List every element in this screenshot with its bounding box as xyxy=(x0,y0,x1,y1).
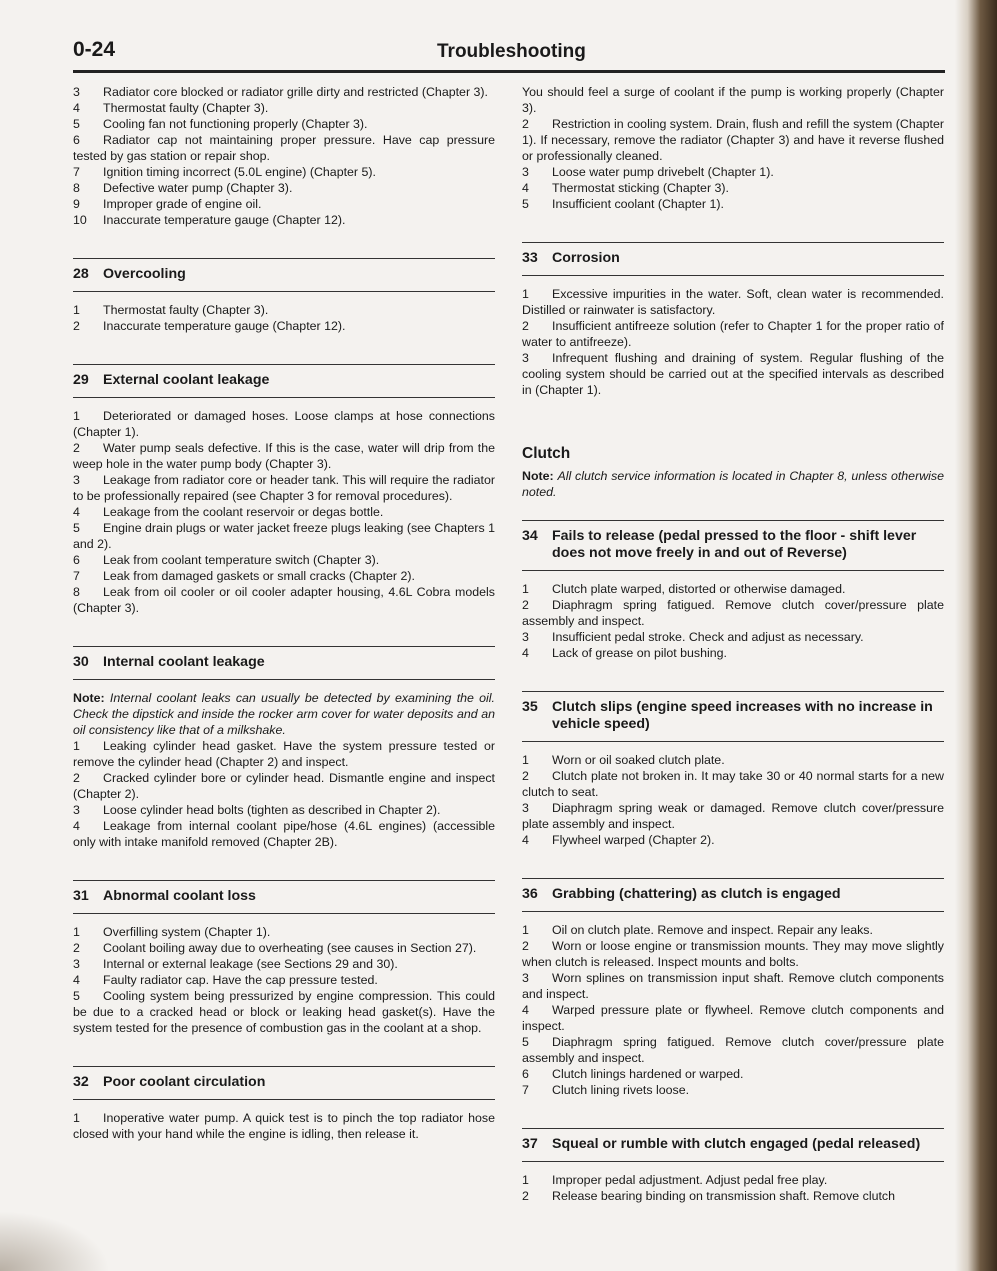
list-item xyxy=(522,970,944,1002)
item-number: 5 xyxy=(73,989,80,1003)
section-number: 35 xyxy=(522,699,538,715)
item-number: 7 xyxy=(73,165,80,179)
item-number: 3 xyxy=(73,473,80,487)
list-item xyxy=(522,581,944,597)
section-list xyxy=(73,302,495,334)
item-text: Release bearing binding on transmission shaft. Remove clutch xyxy=(552,1189,895,1203)
item-text: Radiator cap not maintaining proper pressure. Have cap pressure tested by gas station or repair shop. xyxy=(73,133,495,163)
item-text: Leak from damaged gaskets or small cracks (Chapter 2). xyxy=(103,569,415,583)
section-title: Fails to release (pedal pressed to the floor - shift lever does not move freely in and out of Reverse) xyxy=(552,528,917,561)
list-item xyxy=(73,802,495,818)
list-item xyxy=(522,1034,944,1066)
item-text: Leak from coolant temperature switch (Chapter 3). xyxy=(103,553,380,567)
section-title: Overcooling xyxy=(103,266,186,282)
item-number: 2 xyxy=(73,941,80,955)
list-item xyxy=(73,988,495,1036)
list-item xyxy=(522,938,944,970)
list-item xyxy=(73,302,495,318)
list-item xyxy=(73,504,495,520)
left-column xyxy=(73,84,495,1142)
note-label: Note: xyxy=(522,469,554,483)
item-number: 4 xyxy=(73,973,80,987)
list-item xyxy=(522,286,944,318)
item-text: Worn splines on transmission input shaft. Remove clutch components and inspect. xyxy=(522,971,944,1001)
item-text: Insufficient antifreeze solution (refer to Chapter 1 for the proper ratio of water to antifreeze). xyxy=(522,319,944,349)
item-number: 8 xyxy=(73,585,80,599)
section-28 xyxy=(73,258,495,334)
section-heading xyxy=(522,878,944,912)
item-text: Engine drain plugs or water jacket freeze plugs leaking (see Chapters 1 and 2). xyxy=(73,521,495,551)
left-top-list xyxy=(73,84,495,228)
list-item xyxy=(73,408,495,440)
item-text: Clutch plate warped, distorted or otherwise damaged. xyxy=(552,582,846,596)
list-item xyxy=(522,116,944,164)
section-37 xyxy=(522,1128,944,1204)
item-number: 8 xyxy=(73,181,80,195)
item-text: Improper grade of engine oil. xyxy=(103,197,262,211)
item-text: Clutch linings hardened or warped. xyxy=(552,1067,744,1081)
item-text: Radiator core blocked or radiator grille dirty and restricted (Chapter 3). xyxy=(103,85,488,99)
item-number: 6 xyxy=(73,553,80,567)
list-item xyxy=(73,84,495,100)
list-item xyxy=(73,552,495,568)
list-item xyxy=(73,472,495,504)
item-text: Loose cylinder head bolts (tighten as described in Chapter 2). xyxy=(103,803,441,817)
item-number: 6 xyxy=(73,133,80,147)
header-rule xyxy=(73,70,945,73)
item-number: 5 xyxy=(522,1035,529,1049)
item-number: 3 xyxy=(73,803,80,817)
section-heading xyxy=(522,691,944,742)
page-number: 0-24 xyxy=(73,38,116,61)
item-number: 4 xyxy=(73,505,80,519)
item-number: 5 xyxy=(73,521,80,535)
item-number: 3 xyxy=(522,630,529,644)
section-list xyxy=(73,1110,495,1142)
item-number: 4 xyxy=(73,819,80,833)
item-text: Deteriorated or damaged hoses. Loose clamps at hose connections (Chapter 1). xyxy=(73,409,495,439)
item-number: 3 xyxy=(522,165,529,179)
right-top-list xyxy=(522,116,944,212)
section-title: Corrosion xyxy=(552,250,620,266)
item-number: 3 xyxy=(522,971,529,985)
item-number: 1 xyxy=(73,409,80,423)
item-text: Thermostat faulty (Chapter 3). xyxy=(103,303,269,317)
list-item xyxy=(73,440,495,472)
item-number: 2 xyxy=(522,939,529,953)
item-text: Warped pressure plate or flywheel. Remove clutch components and inspect. xyxy=(522,1003,944,1033)
list-item xyxy=(73,584,495,616)
section-number: 32 xyxy=(73,1074,89,1090)
section-heading xyxy=(73,646,495,680)
list-item xyxy=(73,196,495,212)
list-item xyxy=(522,645,944,661)
item-text: Water pump seals defective. If this is the case, water will drip from the weep hole in the water pump body (Chapter 3). xyxy=(73,441,495,471)
section-34 xyxy=(522,520,944,661)
section-heading xyxy=(522,242,944,276)
list-item xyxy=(522,922,944,938)
item-number: 10 xyxy=(73,213,87,227)
section-title: Grabbing (chattering) as clutch is engaged xyxy=(552,886,841,902)
note-label: Note: xyxy=(73,691,105,705)
section-list xyxy=(73,738,495,850)
item-number: 4 xyxy=(73,101,80,115)
corner-shadow xyxy=(0,1211,110,1271)
item-text: Inaccurate temperature gauge (Chapter 12). xyxy=(103,213,346,227)
item-text: Cooling system being pressurized by engine compression. This could be due to a cracked head or block or leaking head gasket(s). Have the system tested for the presence of combustion gas in the coolant at a shop. xyxy=(73,989,495,1035)
item-number: 2 xyxy=(522,117,529,131)
list-item xyxy=(73,318,495,334)
item-number: 2 xyxy=(73,441,80,455)
item-number: 5 xyxy=(522,197,529,211)
item-number: 1 xyxy=(522,753,529,767)
page-header xyxy=(73,38,945,70)
section-heading xyxy=(522,520,944,571)
item-number: 3 xyxy=(522,801,529,815)
item-number: 6 xyxy=(522,1067,529,1081)
section-list xyxy=(522,1172,944,1204)
list-item xyxy=(73,132,495,164)
section-list xyxy=(522,581,944,661)
scan-edge-shadow xyxy=(955,0,997,1271)
list-item xyxy=(522,350,944,398)
item-text: Oil on clutch plate. Remove and inspect. Repair any leaks. xyxy=(552,923,873,937)
item-number: 2 xyxy=(522,769,529,783)
section-heading xyxy=(73,1066,495,1100)
section-heading xyxy=(73,364,495,398)
list-item xyxy=(522,164,944,180)
item-text: Worn or loose engine or transmission mounts. They may move slightly when clutch is released. Inspect mounts and bolts. xyxy=(522,939,944,969)
section-list xyxy=(522,922,944,1098)
item-text: Leakage from radiator core or header tank. This will require the radiator to be professionally repaired (see Chapter 3 for removal procedures). xyxy=(73,473,495,503)
item-text: Thermostat sticking (Chapter 3). xyxy=(552,181,729,195)
item-text: Diaphragm spring fatigued. Remove clutch cover/pressure plate assembly and inspect. xyxy=(522,598,944,628)
item-text: Insufficient coolant (Chapter 1). xyxy=(552,197,724,211)
item-text: Improper pedal adjustment. Adjust pedal free play. xyxy=(552,1173,828,1187)
section-30 xyxy=(73,646,495,850)
list-item xyxy=(522,752,944,768)
section-number: 28 xyxy=(73,266,89,282)
item-text: Restriction in cooling system. Drain, flush and refill the system (Chapter 1). If necessary, remove the radiator (Chapter 3) and have it reverse flushed or professionally cleaned. xyxy=(522,117,944,163)
item-text: Lack of grease on pilot bushing. xyxy=(552,646,727,660)
note xyxy=(73,690,495,738)
item-number: 1 xyxy=(522,923,529,937)
item-number: 3 xyxy=(73,957,80,971)
list-item xyxy=(522,180,944,196)
item-text: Defective water pump (Chapter 3). xyxy=(103,181,293,195)
item-number: 1 xyxy=(73,303,80,317)
section-title: Poor coolant circulation xyxy=(103,1074,266,1090)
section-heading xyxy=(522,1128,944,1162)
section-33 xyxy=(522,242,944,398)
section-heading xyxy=(73,880,495,914)
item-text: Inaccurate temperature gauge (Chapter 12). xyxy=(103,319,346,333)
item-text: Thermostat faulty (Chapter 3). xyxy=(103,101,269,115)
item-number: 4 xyxy=(522,833,529,847)
item-text: Leakage from the coolant reservoir or degas bottle. xyxy=(103,505,384,519)
note-text: Internal coolant leaks can usually be detected by examining the oil. Check the dipstick and inside the rocker arm cover for water deposits and an oil consistency like that of a milkshake. xyxy=(73,691,495,737)
page-title: Troubleshooting xyxy=(437,41,586,62)
list-item xyxy=(73,180,495,196)
list-item xyxy=(73,212,495,228)
item-text: Coolant boiling away due to overheating (see causes in Section 27). xyxy=(103,941,477,955)
item-text: Faulty radiator cap. Have the cap pressure tested. xyxy=(103,973,378,987)
item-number: 1 xyxy=(522,287,529,301)
chapter-heading: Clutch xyxy=(522,445,571,462)
item-text: Clutch lining rivets loose. xyxy=(552,1083,690,1097)
item-text: Leakage from internal coolant pipe/hose (4.6L engines) (accessible only with intake manifold removed (Chapter 2B). xyxy=(73,819,495,849)
section-35 xyxy=(522,691,944,848)
section-heading xyxy=(73,258,495,292)
list-item xyxy=(73,956,495,972)
section-title: Abnormal coolant loss xyxy=(103,888,256,904)
list-item xyxy=(522,318,944,350)
item-number: 1 xyxy=(73,1111,80,1125)
section-31 xyxy=(73,880,495,1036)
item-number: 4 xyxy=(522,1003,529,1017)
list-item xyxy=(522,1082,944,1098)
item-text: Insufficient pedal stroke. Check and adjust as necessary. xyxy=(552,630,864,644)
list-item xyxy=(522,832,944,848)
section-number: 37 xyxy=(522,1136,538,1152)
list-item xyxy=(522,800,944,832)
item-number: 2 xyxy=(522,1189,529,1203)
right-column xyxy=(522,84,944,1204)
item-text: Leaking cylinder head gasket. Have the system pressure tested or remove the cylinder head (Chapter 2) and inspect. xyxy=(73,739,495,769)
item-number: 3 xyxy=(522,351,529,365)
list-item xyxy=(522,196,944,212)
section-29 xyxy=(73,364,495,616)
section-title: Internal coolant leakage xyxy=(103,654,265,670)
item-number: 1 xyxy=(73,925,80,939)
item-text: Excessive impurities in the water. Soft, clean water is recommended. Distilled or rainwater is satisfactory. xyxy=(522,287,944,317)
list-item xyxy=(73,116,495,132)
item-text: Loose water pump drivebelt (Chapter 1). xyxy=(552,165,774,179)
item-number: 1 xyxy=(522,582,529,596)
item-text: Ignition timing incorrect (5.0L engine) (Chapter 5). xyxy=(103,165,376,179)
item-text: Worn or oil soaked clutch plate. xyxy=(552,753,725,767)
list-item xyxy=(522,768,944,800)
item-text: Leak from oil cooler or oil cooler adapter housing, 4.6L Cobra models (Chapter 3). xyxy=(73,585,495,615)
list-item xyxy=(522,629,944,645)
section-list xyxy=(522,286,944,398)
item-number: 1 xyxy=(73,739,80,753)
item-number: 3 xyxy=(73,85,80,99)
item-text: Infrequent flushing and draining of system. Regular flushing of the cooling system should be carried out at the specified intervals as described in (Chapter 1). xyxy=(522,351,944,397)
item-number: 7 xyxy=(73,569,80,583)
list-item xyxy=(73,520,495,552)
list-item xyxy=(73,924,495,940)
list-item xyxy=(73,568,495,584)
list-item xyxy=(73,818,495,850)
section-number: 29 xyxy=(73,372,89,388)
item-number: 5 xyxy=(73,117,80,131)
item-number: 1 xyxy=(522,1173,529,1187)
list-item xyxy=(522,1172,944,1188)
item-text: Clutch plate not broken in. It may take 30 or 40 normal starts for a new clutch to seat. xyxy=(522,769,944,799)
list-item xyxy=(522,1188,944,1204)
item-text: Diaphragm spring fatigued. Remove clutch cover/pressure plate assembly and inspect. xyxy=(522,1035,944,1065)
item-number: 7 xyxy=(522,1083,529,1097)
item-text: Cracked cylinder bore or cylinder head. Dismantle engine and inspect (Chapter 2). xyxy=(73,771,495,801)
clutch-chapter xyxy=(522,446,944,500)
section-number: 34 xyxy=(522,528,538,544)
list-item xyxy=(73,940,495,956)
list-item xyxy=(522,597,944,629)
note xyxy=(522,468,944,500)
item-text: Cooling fan not functioning properly (Chapter 3). xyxy=(103,117,368,131)
list-item xyxy=(73,738,495,770)
section-number: 33 xyxy=(522,250,538,266)
item-number: 4 xyxy=(522,181,529,195)
list-item xyxy=(522,1066,944,1082)
list-item xyxy=(73,1110,495,1142)
section-title: External coolant leakage xyxy=(103,372,270,388)
item-text: Diaphragm spring weak or damaged. Remove clutch cover/pressure plate assembly and inspect. xyxy=(522,801,944,831)
note-text: All clutch service information is located in Chapter 8, unless otherwise noted. xyxy=(522,469,944,499)
section-list xyxy=(522,752,944,848)
section-number: 31 xyxy=(73,888,89,904)
section-number: 30 xyxy=(73,654,89,670)
section-number: 36 xyxy=(522,886,538,902)
list-item xyxy=(522,1002,944,1034)
section-list xyxy=(73,924,495,1036)
list-item xyxy=(73,972,495,988)
continued-paragraph: You should feel a surge of coolant if the pump is working properly (Chapter 3). xyxy=(522,85,944,115)
list-item xyxy=(73,770,495,802)
section-32 xyxy=(73,1066,495,1142)
item-number: 2 xyxy=(522,319,529,333)
item-text: Flywheel warped (Chapter 2). xyxy=(552,833,715,847)
list-item xyxy=(73,164,495,180)
item-text: Overfilling system (Chapter 1). xyxy=(103,925,271,939)
section-title: Squeal or rumble with clutch engaged (pedal released) xyxy=(552,1136,921,1152)
list-item xyxy=(73,100,495,116)
item-number: 2 xyxy=(522,598,529,612)
item-number: 4 xyxy=(522,646,529,660)
item-text: Inoperative water pump. A quick test is to pinch the top radiator hose closed with your hand while the engine is idling, then release it. xyxy=(73,1111,495,1141)
item-text: Internal or external leakage (see Sections 29 and 30). xyxy=(103,957,398,971)
section-list xyxy=(73,408,495,616)
item-number: 2 xyxy=(73,771,80,785)
item-number: 2 xyxy=(73,319,80,333)
section-36 xyxy=(522,878,944,1098)
item-number: 9 xyxy=(73,197,80,211)
section-title: Clutch slips (engine speed increases with no increase in vehicle speed) xyxy=(552,699,933,732)
